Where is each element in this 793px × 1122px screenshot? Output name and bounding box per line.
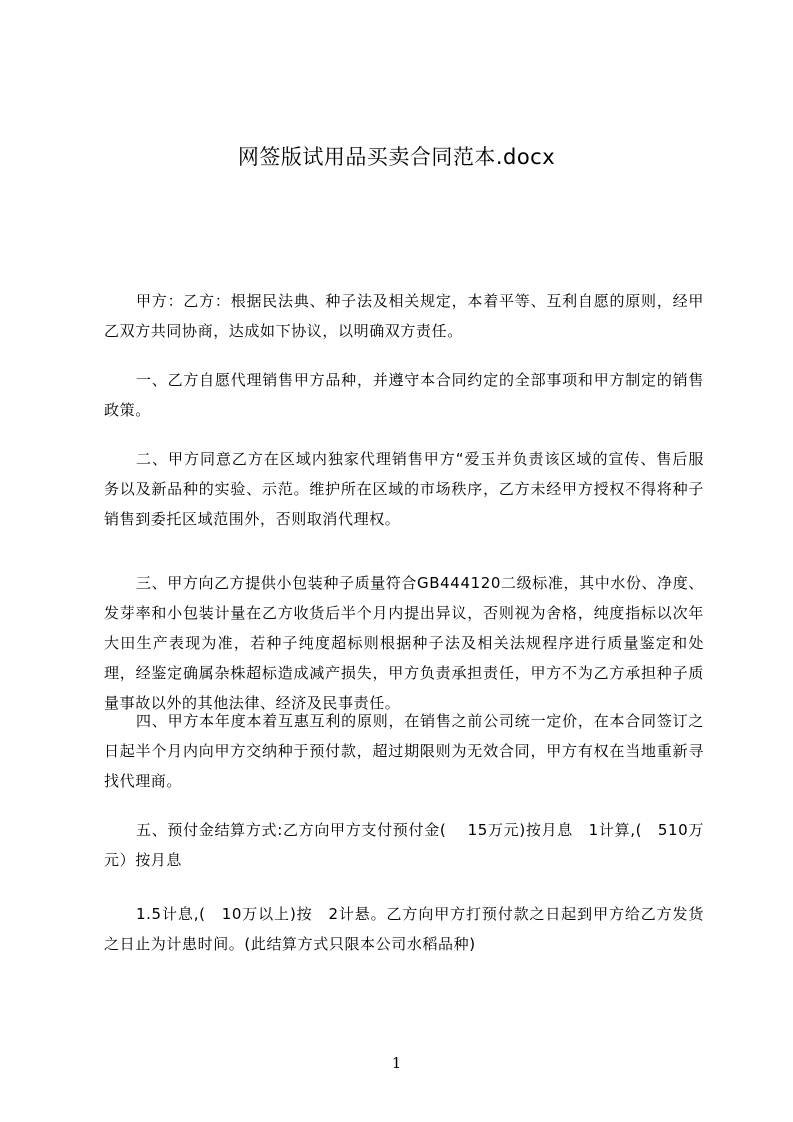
page-number: 1 (391, 1054, 402, 1072)
paragraph-clause-5: 五、预付金结算方式:乙方向甲方支付预付金( 15万元)按月息 1计算,( 510万元）按月息 (104, 821, 704, 869)
paragraph-clause-2: 二、甲方同意乙方在区域内独家代理销售甲方“爱玉并负责该区域的宣传、售后服务以及新品种的实验、示范。维护所在区域的市场秩序，乙方未经甲方授权不得将种子销售到委托区域范围外，否则取消代理权。 (104, 450, 704, 528)
document-title: 网签版试用品买卖合同范本.docx (237, 145, 556, 169)
paragraph-preamble: 甲方：乙方：根据民法典、种子法及相关规定，本着平等、互利自愿的原则，经甲乙双方共同协商，达成如下协议，以明确双方责任。 (104, 292, 704, 340)
paragraph-clause-5-continued: 1.5计息,( 10万以上)按 2计悬。乙方向甲方打预付款之日起到甲方给乙方发货之日止为计患时间。(此结算方式只限本公司水稻品种) (104, 905, 704, 953)
paragraph-clause-4: 四、甲方本年度本着互惠互利的原则，在销售之前公司统一定价，在本合同签订之日起半个月内向甲方交纳种于预付款，超过期限则为无效合同，甲方有权在当地重新寻找代理商。 (104, 712, 704, 790)
paragraph-clause-3: 三、甲方向乙方提供小包装种子质量符合GB444120二级标准，其中水份、净度、发芽率和小包装计量在乙方收货后半个月内提出异议，否则视为舍格，纯度指标以次年大田生产表现为准，若种子纯度超标则根据种子法及相关法规程序进行质量鉴定和处理，经鉴定确属杂株超标造成减产损失，甲方负责承担责任，甲方不为乙方承担种子质量事故以外的其他法律、经济及民事责任。 (104, 574, 704, 712)
paragraph-clause-1: 一、乙方自愿代理销售甲方品种，并遵守本合同约定的全部事项和甲方制定的销售政策。 (104, 371, 704, 419)
